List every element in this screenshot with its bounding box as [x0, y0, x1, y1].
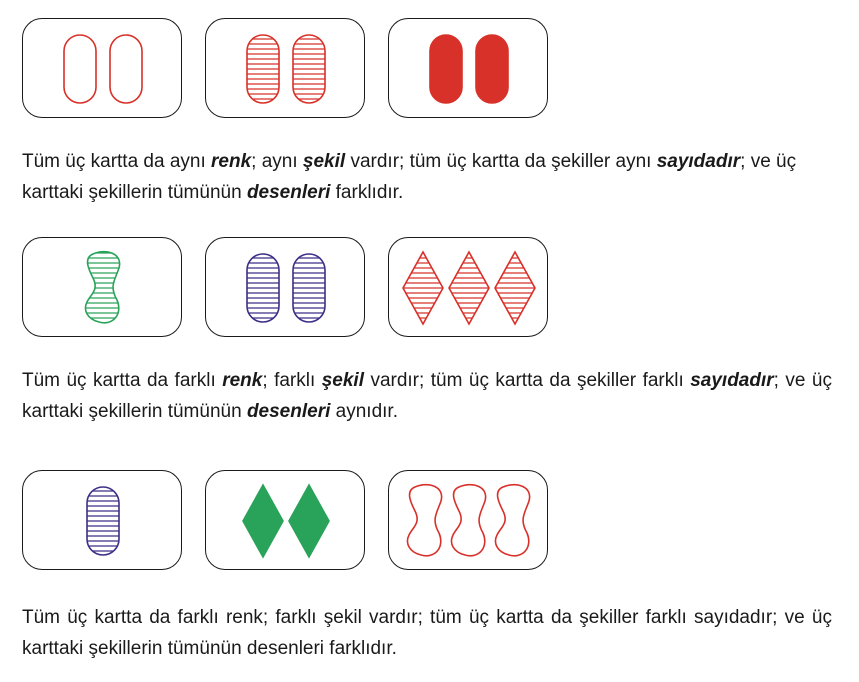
- diamond-icon: [393, 248, 453, 328]
- text-segment: aynıdır.: [330, 401, 398, 422]
- card-3-2: [205, 470, 365, 570]
- card-shapes: [206, 238, 366, 338]
- card-shapes: [23, 19, 183, 119]
- text-segment: ; ve üç karttaki şekillerin tümünün: [22, 151, 797, 203]
- emphasized-term: renk: [211, 151, 252, 172]
- text-segment: ; ve üç karttaki şekillerin tümünün: [22, 370, 832, 422]
- diamond-icon: [243, 485, 283, 557]
- example-2-text: [22, 365, 832, 427]
- oval-icon: [233, 29, 293, 109]
- emphasized-term: şekil: [302, 151, 346, 172]
- card-1-2: [205, 18, 365, 118]
- squiggle-icon: [73, 248, 133, 328]
- card-shapes: [206, 19, 366, 119]
- oval-icon: [233, 248, 293, 328]
- diamond-icon: [485, 248, 545, 328]
- emphasized-term: sayıdadır: [656, 151, 741, 172]
- card-2-2: [205, 237, 365, 337]
- text-segment: ; aynı: [251, 151, 303, 172]
- example-1-text: [22, 146, 832, 208]
- text-segment: Tüm üç kartta da farklı renk; farklı şekil vardır; tüm üç kartta da şekiller farklı sayıdadır; ve üç karttaki şekillerin tümünün desenleri farklıdır.: [22, 607, 832, 659]
- emphasized-term: renk: [222, 370, 263, 391]
- card-3-3: [388, 470, 548, 570]
- oval-icon: [476, 35, 508, 103]
- card-shapes: [389, 471, 549, 571]
- squiggle-icon: [452, 485, 486, 556]
- card-2-3: [388, 237, 548, 337]
- oval-icon: [64, 35, 96, 103]
- card-3-1: [22, 470, 182, 570]
- text-segment: Tüm üç kartta da aynı: [22, 151, 212, 172]
- text-segment: farklıdır.: [330, 182, 404, 203]
- emphasized-term: sayıdadır: [690, 370, 774, 391]
- card-shapes: [23, 471, 183, 571]
- oval-icon: [279, 29, 339, 109]
- emphasized-term: şekil: [321, 370, 364, 391]
- text-segment: vardır; tüm üç kartta da şekiller farklı: [363, 370, 691, 391]
- card-1-1: [22, 18, 182, 118]
- oval-icon: [430, 35, 462, 103]
- card-shapes: [23, 238, 183, 338]
- example-3-text: [22, 602, 832, 664]
- squiggle-icon: [496, 485, 530, 556]
- text-segment: vardır; tüm üç kartta da şekiller aynı: [345, 151, 657, 172]
- card-shapes: [389, 19, 549, 119]
- text-segment: Tüm üç kartta da farklı: [22, 370, 223, 391]
- diamond-icon: [289, 485, 329, 557]
- emphasized-term: desenleri: [246, 401, 331, 422]
- oval-icon: [110, 35, 142, 103]
- card-2-1: [22, 237, 182, 337]
- oval-icon: [279, 248, 339, 328]
- squiggle-icon: [408, 485, 442, 556]
- card-shapes: [389, 238, 549, 338]
- diamond-icon: [439, 248, 499, 328]
- card-shapes: [206, 471, 366, 571]
- emphasized-term: desenleri: [246, 182, 331, 203]
- text-segment: ; farklı: [262, 370, 322, 391]
- oval-icon: [73, 481, 133, 561]
- card-1-3: [388, 18, 548, 118]
